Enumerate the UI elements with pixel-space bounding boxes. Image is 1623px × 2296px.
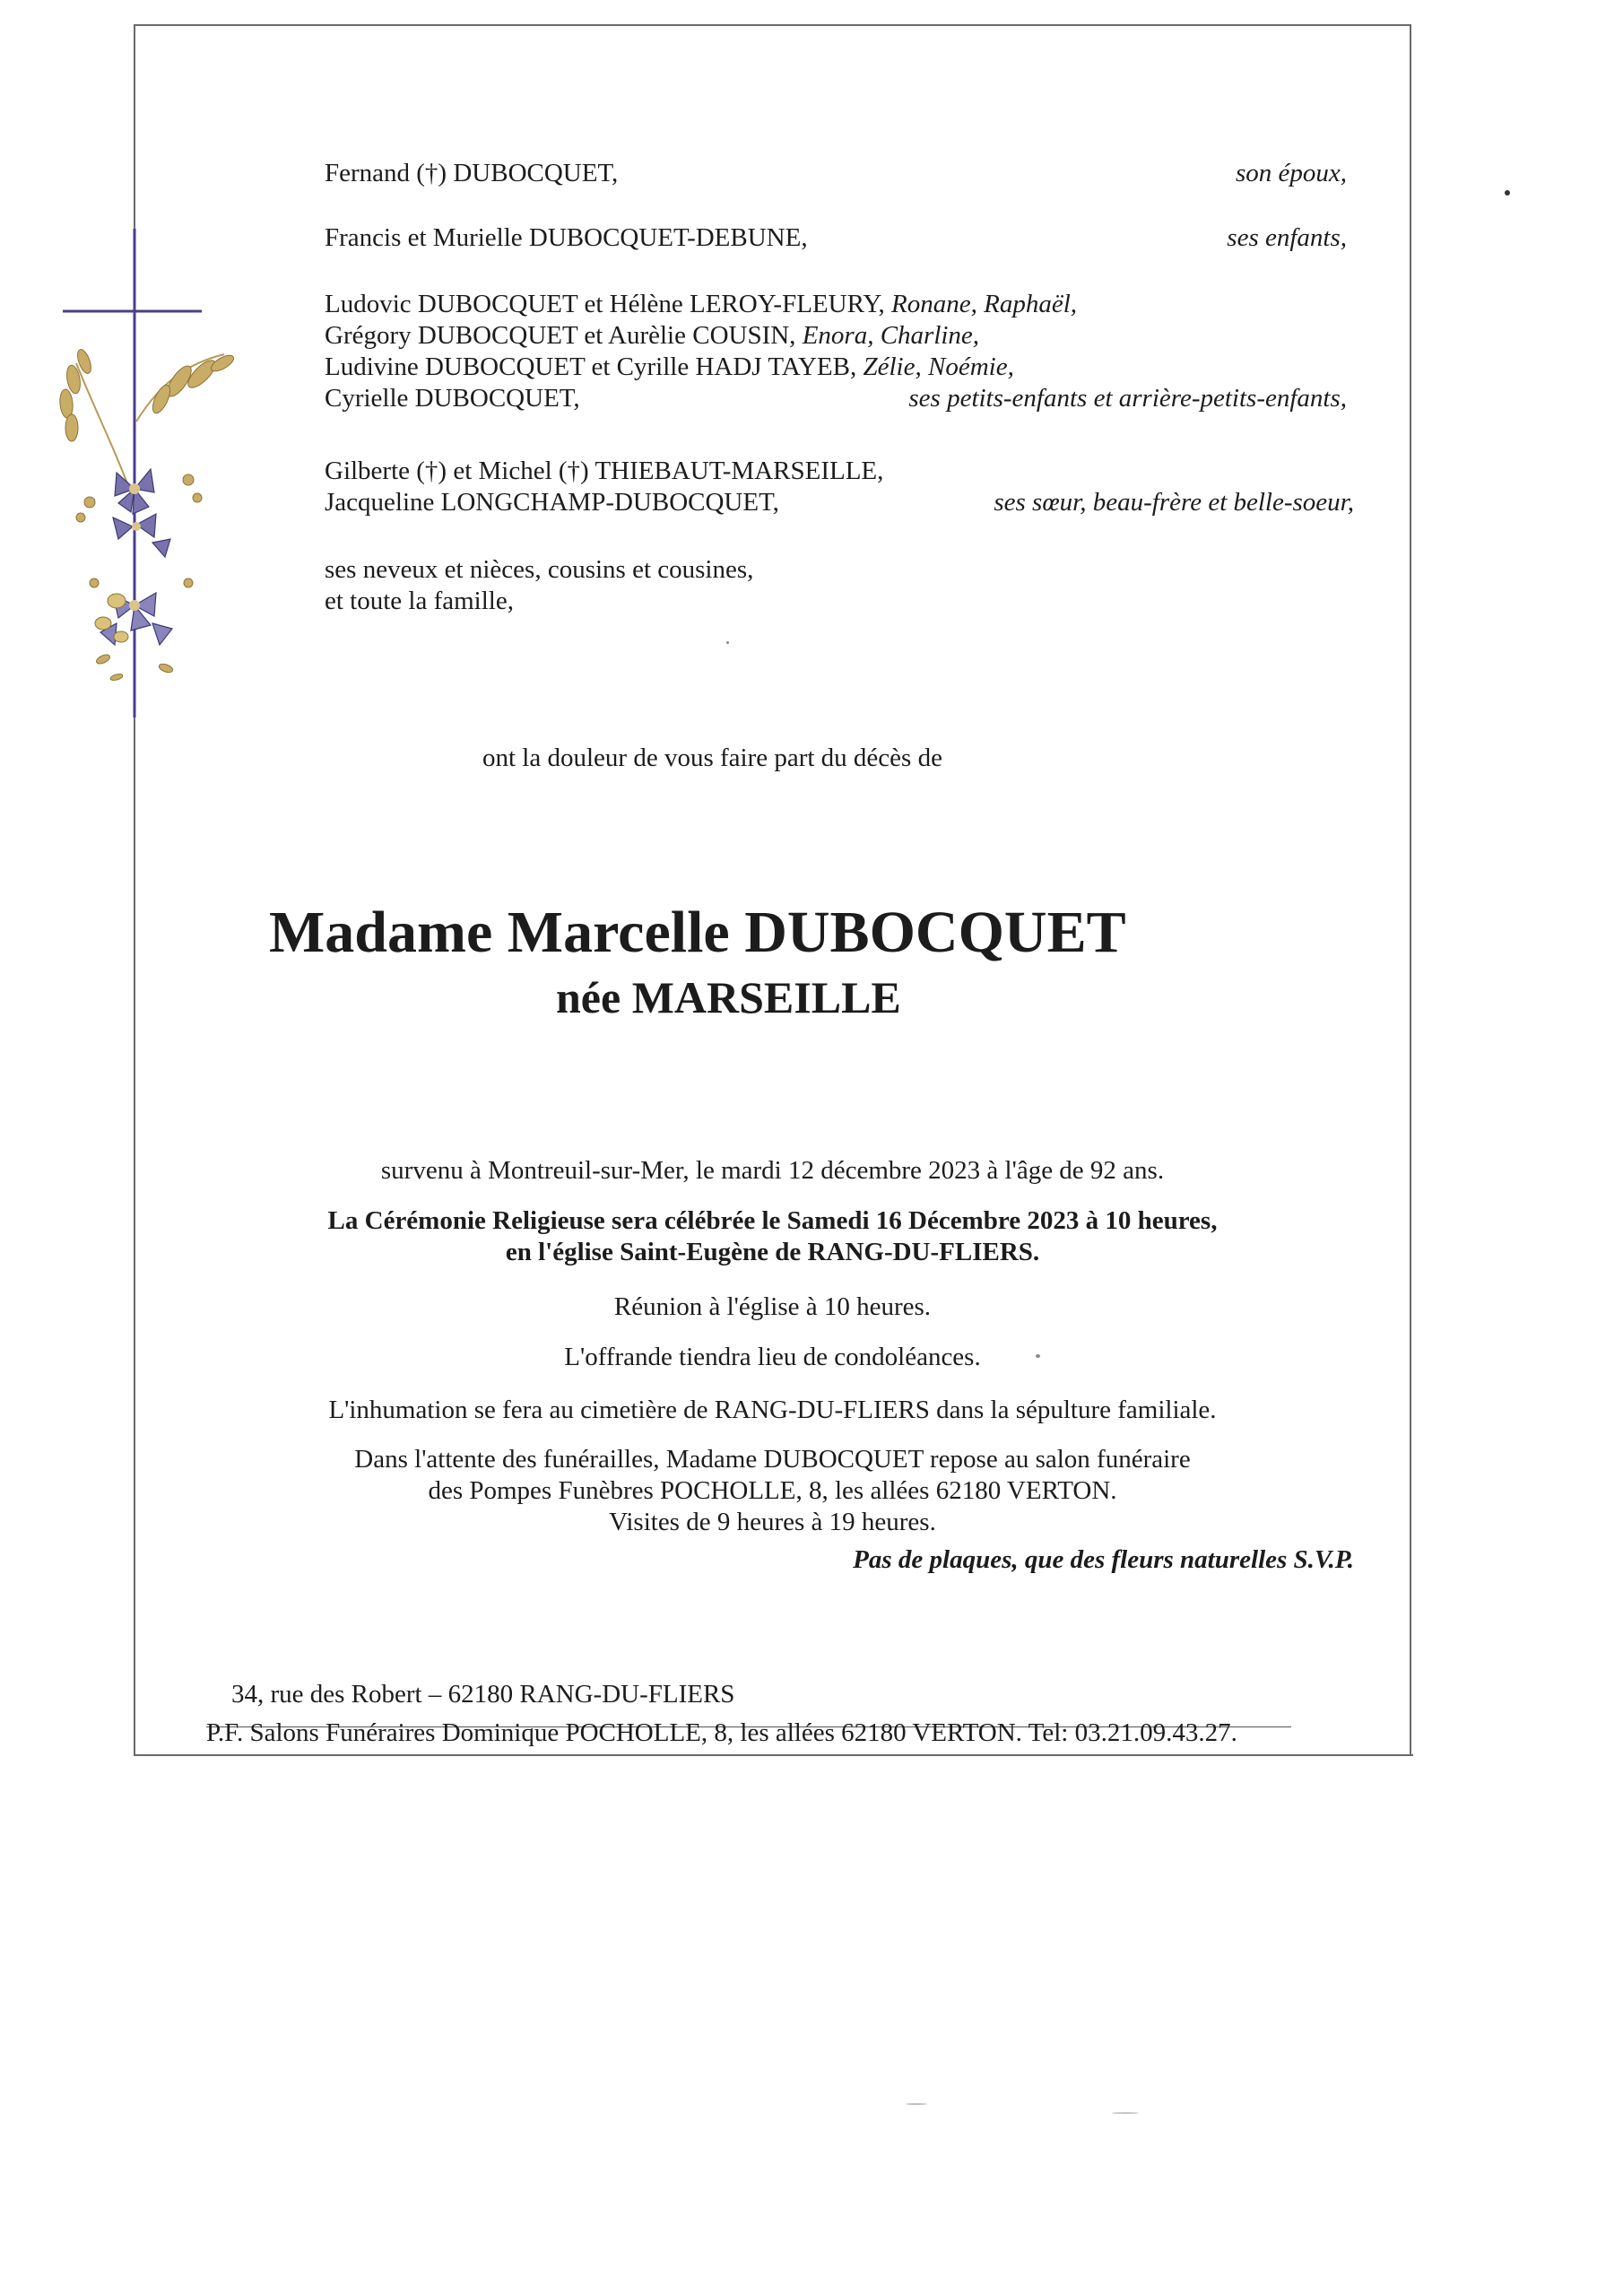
offering-text: L'offrande tiendra lieu de condoléances. [564, 1343, 981, 1371]
ceremony-line-2: en l'église Saint-Eugène de RANG-DU-FLIERS. [505, 1238, 1040, 1266]
flowers-note: Pas de plaques, que des fleurs naturelles S.V.P. [853, 1545, 1354, 1574]
grandchildren-line-2 [325, 320, 979, 351]
grandchildren-role: ses petits-enfants et arrière-petits-enfants, [908, 384, 1347, 413]
extended-family-line-1: ses neveux et nièces, cousins et cousines, [325, 555, 754, 584]
scan-speck [1036, 1354, 1040, 1358]
spouse-name: Fernand (†) DUBOCQUET, [325, 159, 619, 187]
grandchildren-line-1 [325, 289, 1077, 319]
deceased-maiden-name: née MARSEILLE [556, 972, 901, 1022]
children-role: ses enfants, [1227, 223, 1347, 252]
siblings-line-2: Jacqueline LONGCHAMP-DUBOCQUET, [325, 488, 779, 517]
siblings-role: ses sœur, beau-frère et belle-soeur, [994, 488, 1354, 517]
scan-speck [726, 641, 729, 644]
rest-line-1: Dans l'attente des funérailles, Madame DUBOCQUET repose au salon funéraire [354, 1445, 1191, 1474]
scan-speck [1505, 190, 1510, 196]
children-name: Francis et Murielle DUBOCQUET-DEBUNE, [325, 223, 808, 252]
announcement-text: ont la douleur de vous faire part du décès de [482, 744, 942, 772]
scan-speck [906, 2103, 927, 2105]
grandchildren-line-2-kids: Enora, Charline, [802, 321, 980, 350]
scan-speck [1112, 2112, 1139, 2114]
grandchildren-line-1-name: Ludovic DUBOCQUET et Hélène LEROY-FLEURY, [325, 290, 885, 318]
grandchildren-line-3-kids: Zélie, Noémie, [863, 352, 1014, 381]
grandchildren-line-3 [325, 352, 1014, 382]
frame-bottom-border [134, 1754, 1413, 1756]
death-details: survenu à Montreuil-sur-Mer, le mardi 12 décembre 2023 à l'âge de 92 ans. [380, 1156, 1165, 1185]
siblings-line-1: Gilberte (†) et Michel (†) THIEBAUT-MARSEILLE, [325, 457, 884, 485]
visits-text: Visites de 9 heures à 19 heures. [609, 1508, 936, 1536]
home-address: 34, rue des Robert – 62180 RANG-DU-FLIERS [231, 1680, 735, 1709]
grandchildren-line-2-name: Grégory DUBOCQUET et Aurèlie COUSIN, [325, 321, 796, 350]
ceremony-line-1: La Cérémonie Religieuse sera célébrée le Samedi 16 Décembre 2023 à 10 heures, [327, 1206, 1218, 1235]
funeral-home-info: P.F. Salons Funéraires Dominique POCHOLLE, 8, les allées 62180 VERTON. Tel: 03.21.09.43.27. [206, 1718, 1237, 1747]
spouse-role: son époux, [1235, 159, 1347, 187]
grandchildren-line-4-name: Cyrielle DUBOCQUET, [325, 384, 580, 413]
grandchildren-line-3-name: Ludivine DUBOCQUET et Cyrille HADJ TAYEB, [325, 352, 857, 381]
extended-family-line-2: et toute la famille, [325, 587, 514, 615]
burial-text: L'inhumation se fera au cimetière de RANG-DU-FLIERS dans la sépulture familiale. [328, 1396, 1217, 1424]
rest-line-2: des Pompes Funèbres POCHOLLE, 8, les allées 62180 VERTON. [428, 1476, 1117, 1505]
deceased-name: Madame Marcelle DUBOCQUET [269, 900, 1126, 965]
grandchildren-line-1-kids: Ronane, Raphaël, [891, 290, 1078, 318]
cross-ornament-icon [54, 229, 287, 731]
meeting-text: Réunion à l'église à 10 heures. [613, 1292, 932, 1321]
